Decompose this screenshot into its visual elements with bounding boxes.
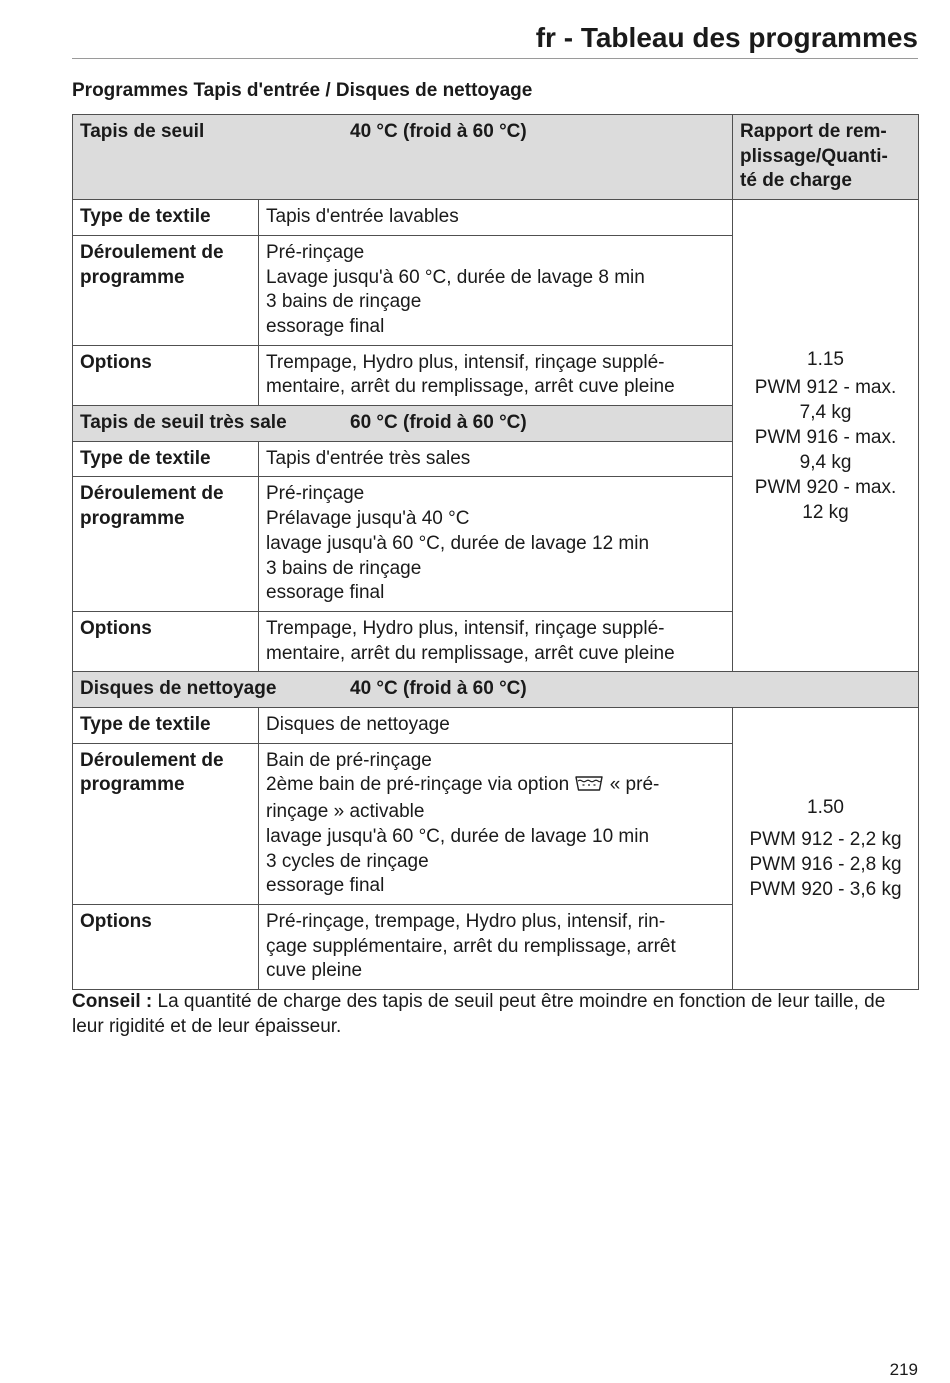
- row-label-line: programme: [80, 774, 185, 796]
- textile-type: Tapis d'entrée très sales: [259, 441, 733, 477]
- step-text: « pré-: [604, 774, 660, 796]
- tip-label: Conseil :: [72, 991, 153, 1012]
- rapport-load: PWM 916 - 2,8 kg: [749, 854, 902, 876]
- prewash-tub-icon: [574, 774, 604, 800]
- row-label-line: programme: [80, 508, 185, 530]
- step-line: Lavage jusqu'à 60 °C, durée de lavage 8 min: [266, 266, 645, 288]
- rapport-load: PWM 912 - 2,2 kg: [749, 829, 902, 851]
- row-label: Type de textile: [73, 441, 259, 477]
- textile-type: Disques de nettoyage: [259, 708, 733, 744]
- tip-note: [72, 989, 918, 1039]
- program-temperature: 60 °C (froid à 60 °C): [350, 412, 527, 434]
- rapport-header-line: té de charge: [740, 170, 852, 192]
- rapport-load: PWM 920 - 3,6 kg: [749, 879, 902, 901]
- program-header: [73, 406, 733, 442]
- step-line: [266, 773, 725, 800]
- row-label-line: Déroulement de: [80, 749, 224, 771]
- rapport-cell: [733, 708, 919, 990]
- options-line: cuve pleine: [266, 960, 363, 982]
- step-line: Pré-rinçage: [266, 483, 365, 505]
- rapport-load: PWM 920 - max.: [754, 476, 897, 498]
- rapport-load: PWM 916 - max.: [754, 426, 897, 448]
- options-line: mentaire, arrêt du remplissage, arrêt cuve pleine: [266, 642, 675, 664]
- programs-table: [72, 114, 919, 990]
- step-line: 3 cycles de rinçage: [266, 850, 429, 872]
- step-line: lavage jusqu'à 60 °C, durée de lavage 10 min: [266, 825, 650, 847]
- table-row: [73, 200, 919, 236]
- step-line: 3 bains de rinçage: [266, 291, 422, 313]
- row-label: [73, 235, 259, 345]
- row-label: Type de textile: [73, 708, 259, 744]
- row-label-line: Déroulement de: [80, 483, 224, 505]
- row-label: Options: [73, 611, 259, 671]
- program-steps: [259, 477, 733, 612]
- step-line: 3 bains de rinçage: [266, 557, 422, 579]
- step-line: essorage final: [266, 875, 385, 897]
- row-label: [73, 477, 259, 612]
- program-header: [73, 115, 733, 200]
- row-label: Type de textile: [73, 200, 259, 236]
- step-text: 2ème bain de pré-rinçage via option: [266, 774, 570, 796]
- step-line: Bain de pré-rinçage: [266, 749, 432, 771]
- options-line: mentaire, arrêt du remplissage, arrêt cuve pleine: [266, 376, 675, 398]
- program-steps: [259, 743, 733, 904]
- options-line: çage supplémentaire, arrêt du remplissage, arrêt: [266, 935, 676, 957]
- step-line: essorage final: [266, 315, 385, 337]
- row-label: Options: [73, 345, 259, 405]
- rapport-load: 9,4 kg: [799, 451, 852, 473]
- options-line: Trempage, Hydro plus, intensif, rinçage supplé-: [266, 351, 665, 373]
- rapport-header-line: Rapport de rem-: [740, 121, 887, 142]
- table-row: [73, 708, 919, 744]
- step-line: Prélavage jusqu'à 40 °C: [266, 508, 470, 530]
- row-label-line: Déroulement de: [80, 241, 224, 263]
- rapport-ratio: 1.50: [807, 797, 844, 819]
- page-number: 219: [889, 1360, 918, 1379]
- program-temperature: 40 °C (froid à 60 °C): [350, 678, 527, 700]
- rapport-header-line: plissage/Quanti-: [740, 145, 888, 167]
- row-label-line: programme: [80, 266, 185, 288]
- rapport-header: [733, 115, 919, 200]
- program-options: [259, 345, 733, 405]
- rapport-load: 7,4 kg: [799, 401, 852, 423]
- program-steps: [259, 235, 733, 345]
- textile-type: Tapis d'entrée lavables: [259, 200, 733, 236]
- program-name: Tapis de seuil très sale: [80, 412, 287, 434]
- tip-text: La quantité de charge des tapis de seuil peut être moindre en fonction de leur taille, de leur rigidité et de leur épaisseur.: [72, 991, 886, 1037]
- rapport-load: 12 kg: [802, 501, 849, 523]
- program-name: Tapis de seuil: [80, 121, 205, 142]
- program-name: Disques de nettoyage: [80, 678, 277, 700]
- program-temperature: 40 °C (froid à 60 °C): [350, 121, 527, 142]
- options-line: Pré-rinçage, trempage, Hydro plus, intensif, rin-: [266, 910, 666, 932]
- step-line: Pré-rinçage: [266, 241, 365, 263]
- row-label: Options: [73, 904, 259, 989]
- section-title: Programmes Tapis d'entrée / Disques de nettoyage: [72, 80, 533, 101]
- program-header-row: [73, 115, 919, 200]
- rapport-ratio: 1.15: [807, 348, 844, 370]
- step-line: essorage final: [266, 582, 385, 604]
- options-line: Trempage, Hydro plus, intensif, rinçage supplé-: [266, 617, 665, 639]
- page-title: fr - Tableau des programmes: [72, 18, 918, 59]
- rapport-load: PWM 912 - max.: [754, 376, 897, 398]
- step-line: lavage jusqu'à 60 °C, durée de lavage 12 min: [266, 532, 650, 554]
- rapport-cell: [733, 200, 919, 672]
- step-line: rinçage » activable: [266, 801, 425, 823]
- program-header: [73, 672, 919, 708]
- program-options: [259, 904, 733, 989]
- row-label: [73, 743, 259, 904]
- program-header-row: [73, 672, 919, 708]
- program-options: [259, 611, 733, 671]
